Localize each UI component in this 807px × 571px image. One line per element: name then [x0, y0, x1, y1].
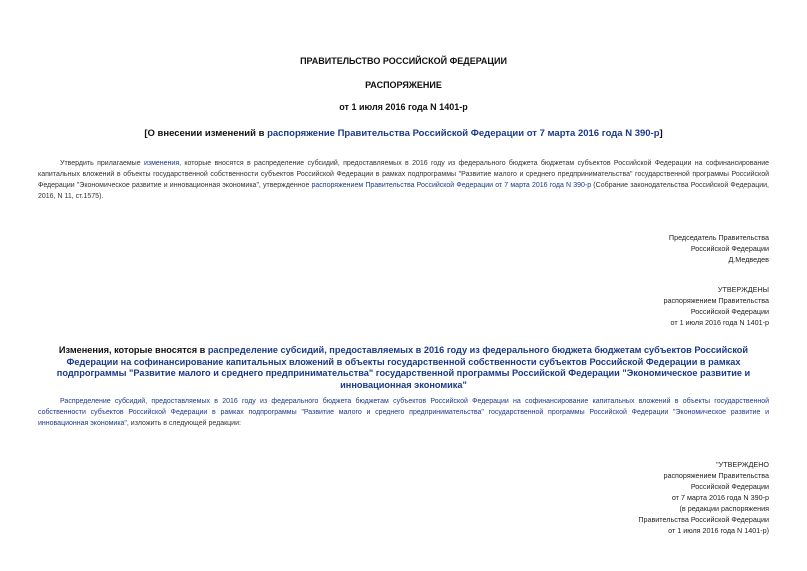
approved2-line: от 7 марта 2016 года N 390-р	[671, 493, 769, 502]
approved-block	[509, 284, 769, 328]
approved2-title: "УТВЕРЖДЕНО	[716, 460, 769, 469]
subject-suffix: ]	[659, 128, 663, 139]
approved-title: УТВЕРЖДЕНЫ	[717, 285, 769, 294]
main-paragraph	[38, 158, 769, 202]
approved-line: от 1 июля 2016 года N 1401-р	[670, 318, 769, 327]
signature-country: Российской Федерации	[690, 244, 769, 253]
changes-link[interactable]: изменения	[143, 160, 180, 167]
distribution-paragraph	[38, 396, 769, 429]
approved-line: Российской Федерации	[690, 307, 769, 316]
signature-block	[509, 232, 769, 265]
approved2-line: Правительства Российской Федерации	[638, 515, 769, 524]
paragraph-text: , которые вносятся в распределение субсидий, предоставляемых в 2016 году из федерального бюджета бюджетам субъектов Российской Федерации на софинансирование капитальных вложений в объекты государственной собственности субъектов Российской Федерации в рамках подпрограммы "Развитие малого и среднего предпринимательства" государственной программы Российской Федерации "Экономическое развитие и инновационная экономика", утвержденное	[38, 160, 770, 189]
document-type: РАСПОРЯЖЕНИЕ	[365, 80, 442, 90]
paragraph-text: Утвердить прилагаемые	[60, 160, 144, 167]
document-date-number: от 1 июля 2016 года N 1401-р	[339, 102, 468, 112]
approved-line: распоряжением Правительства	[663, 296, 769, 305]
government-title: ПРАВИТЕЛЬСТВО РОССИЙСКОЙ ФЕДЕРАЦИИ	[300, 56, 507, 66]
distribution-link[interactable]: распределение субсидий, предоставляемых в 2016 году из федерального бюджета бюджетам субъектов Российской Федерации на софинансирование капитальных вложений в объекты государственной собственности субъектов Российской Федерации в рамках подпрограммы "Развитие малого и среднего предпринимательства" государственной программы Российской Федерации "Экономическое развитие и инновационная экономика"	[56, 345, 751, 390]
changes-heading	[38, 345, 769, 391]
subject-prefix: [О внесении изменений в	[144, 128, 268, 139]
signature-name: Д.Медведев	[728, 255, 769, 264]
approved2-line: (в редакции распоряжения	[679, 504, 769, 513]
distribution-paragraph-link[interactable]: Распределение субсидий, предоставляемых в 2016 году из федерального бюджета бюджетам субъектов Российской Федерации на софинансирование капитальных вложений в объекты государственной собственности субъектов Российской Федерации в рамках подпрограммы "Развитие малого и среднего предпринимательства" государственной программы Российской Федерации "Экономическое развитие и инновационная экономика"	[38, 398, 769, 427]
approved2-line: Российской Федерации	[690, 482, 769, 491]
order-390-link[interactable]: распоряжением Правительства Российской Федерации от 7 марта 2016 года N 390-р	[311, 182, 592, 189]
approved-block-2	[509, 459, 769, 536]
subject-link[interactable]: распоряжение Правительства Российской Федерации от 7 марта 2016 года N 390-р	[267, 128, 660, 139]
approved2-line: распоряжением Правительства	[663, 471, 769, 480]
document-subject	[0, 128, 807, 139]
paragraph-text: (Собрание законодательства Российской Федерации, 2016, N 11, ст.1575).	[38, 182, 769, 200]
changes-heading-prefix: Изменения, которые вносятся в	[58, 345, 208, 355]
paragraph-text: , изложить в следующей редакции:	[126, 420, 241, 427]
signature-position: Председатель Правительства	[668, 233, 769, 242]
approved2-line: от 1 июля 2016 года N 1401-р)	[668, 526, 769, 535]
